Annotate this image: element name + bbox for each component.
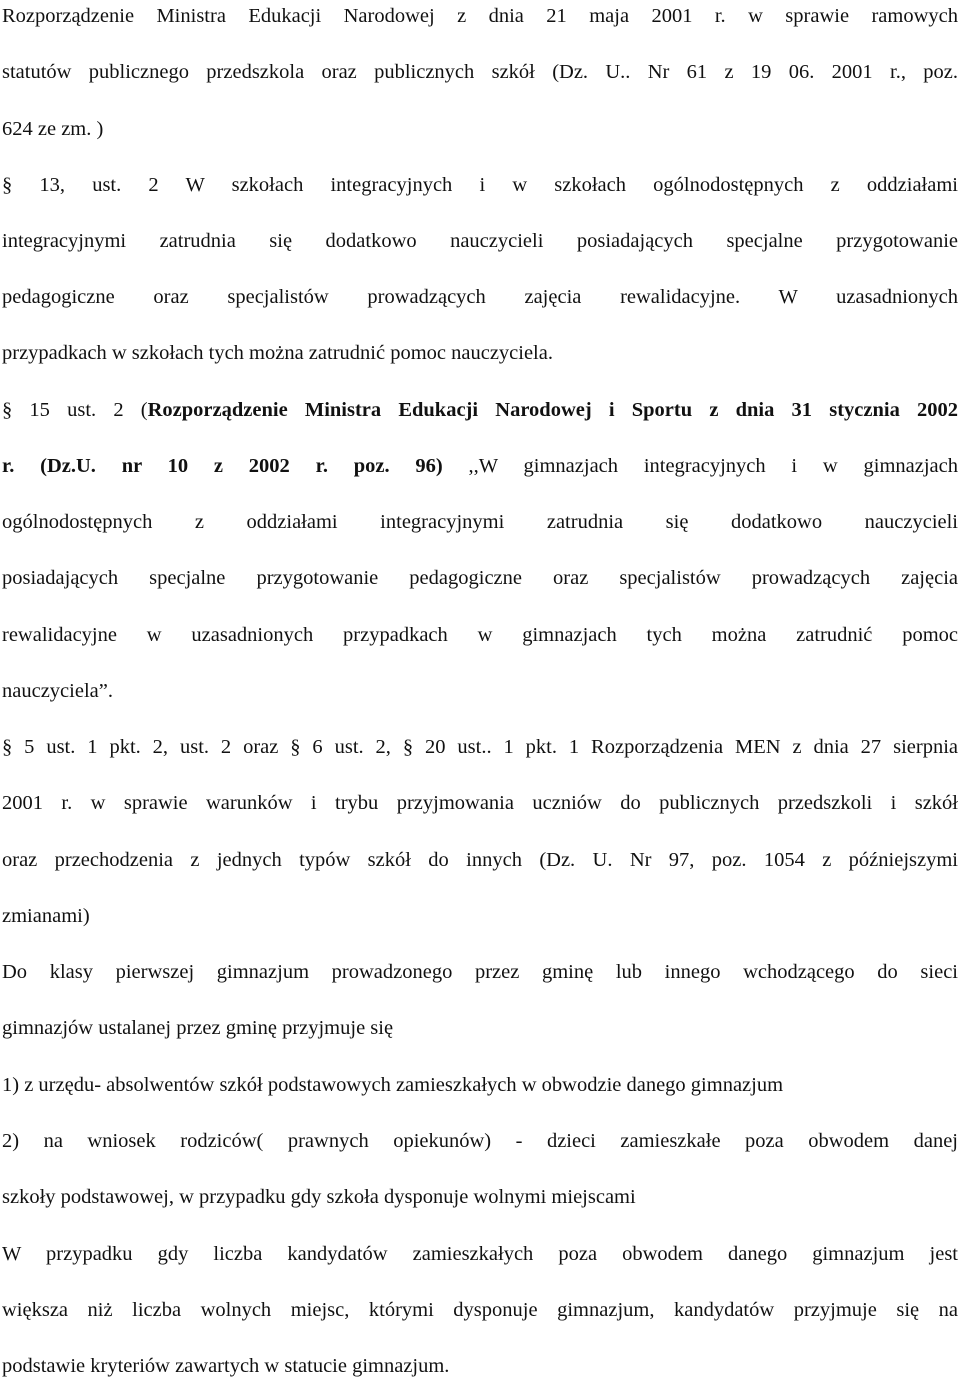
text-line: pedagogiczne oraz specjalistów prowadzących zajęcia rewalidacyjne. W uzasadnionych	[2, 286, 958, 308]
text-line: 1) z urzędu- absolwentów szkół podstawowych zamieszkałych w obwodzie danego gimnazjum	[2, 1074, 784, 1096]
bold-citation: Rozporządzenie Ministra Edukacji Narodowej i Sportu z dnia 31 stycznia 2002	[147, 399, 959, 421]
text-line: gimnazjów ustalanej przez gminę przyjmuje się	[2, 1017, 394, 1039]
bold-citation: r. (Dz.U. nr 10 z 2002 r. poz. 96)	[2, 455, 443, 477]
text-line: oraz przechodzenia z jednych typów szkół do innych (Dz. U. Nr 97, poz. 1054 z późniejszymi	[2, 849, 958, 871]
text-line: 624 ze zm. )	[2, 118, 104, 140]
text-run: § 15 ust. 2 (	[2, 399, 148, 421]
text-line: zmianami)	[2, 905, 90, 927]
text-line: 2) na wniosek rodziców( prawnych opiekunów) - dzieci zamieszkałe poza obwodem danej	[2, 1130, 958, 1152]
text-line: ogólnodostępnych z oddziałami integracyjnymi zatrudnia się dodatkowo nauczycieli	[2, 511, 958, 533]
text-line: nauczyciela”.	[2, 680, 113, 702]
text-line: większa niż liczba wolnych miejsc, którymi dysponuje gimnazjum, kandydatów przyjmuje się na	[2, 1299, 958, 1321]
text-line: przypadkach w szkołach tych można zatrudnić pomoc nauczyciela.	[2, 342, 553, 364]
text-line: podstawie kryteriów zawartych w statucie gimnazjum.	[2, 1355, 450, 1377]
text-line	[2, 398, 958, 422]
text-line: szkoły podstawowej, w przypadku gdy szkoła dysponuje wolnymi miejscami	[2, 1186, 636, 1208]
text-line: Rozporządzenie Ministra Edukacji Narodowej z dnia 21 maja 2001 r. w sprawie ramowych	[2, 5, 958, 27]
text-line: integracyjnymi zatrudnia się dodatkowo nauczycieli posiadających specjalne przygotowanie	[2, 230, 958, 252]
text-line: posiadających specjalne przygotowanie pedagogiczne oraz specjalistów prowadzących zajęcia	[2, 567, 958, 589]
text-line	[2, 454, 958, 478]
text-line: statutów publicznego przedszkola oraz publicznych szkół (Dz. U.. Nr 61 z 19 06. 2001 r., poz.	[2, 61, 958, 83]
text-line: 2001 r. w sprawie warunków i trybu przyjmowania uczniów do publicznych przedszkoli i szkół	[2, 792, 958, 814]
text-line: W przypadku gdy liczba kandydatów zamieszkałych poza obwodem danego gimnazjum jest	[2, 1243, 958, 1265]
text-line: Do klasy pierwszej gimnazjum prowadzonego przez gminę lub innego wchodzącego do sieci	[2, 961, 958, 983]
text-run: ,,W gimnazjach integracyjnych i w gimnazjach	[442, 455, 958, 477]
text-line: § 5 ust. 1 pkt. 2, ust. 2 oraz § 6 ust. 2, § 20 ust.. 1 pkt. 1 Rozporządzenia MEN z dnia 27 sierpnia	[2, 736, 958, 758]
text-line: § 13, ust. 2 W szkołach integracyjnych i w szkołach ogólnodostępnych z oddziałami	[2, 174, 958, 196]
text-line: rewalidacyjne w uzasadnionych przypadkach w gimnazjach tych można zatrudnić pomoc	[2, 624, 958, 646]
